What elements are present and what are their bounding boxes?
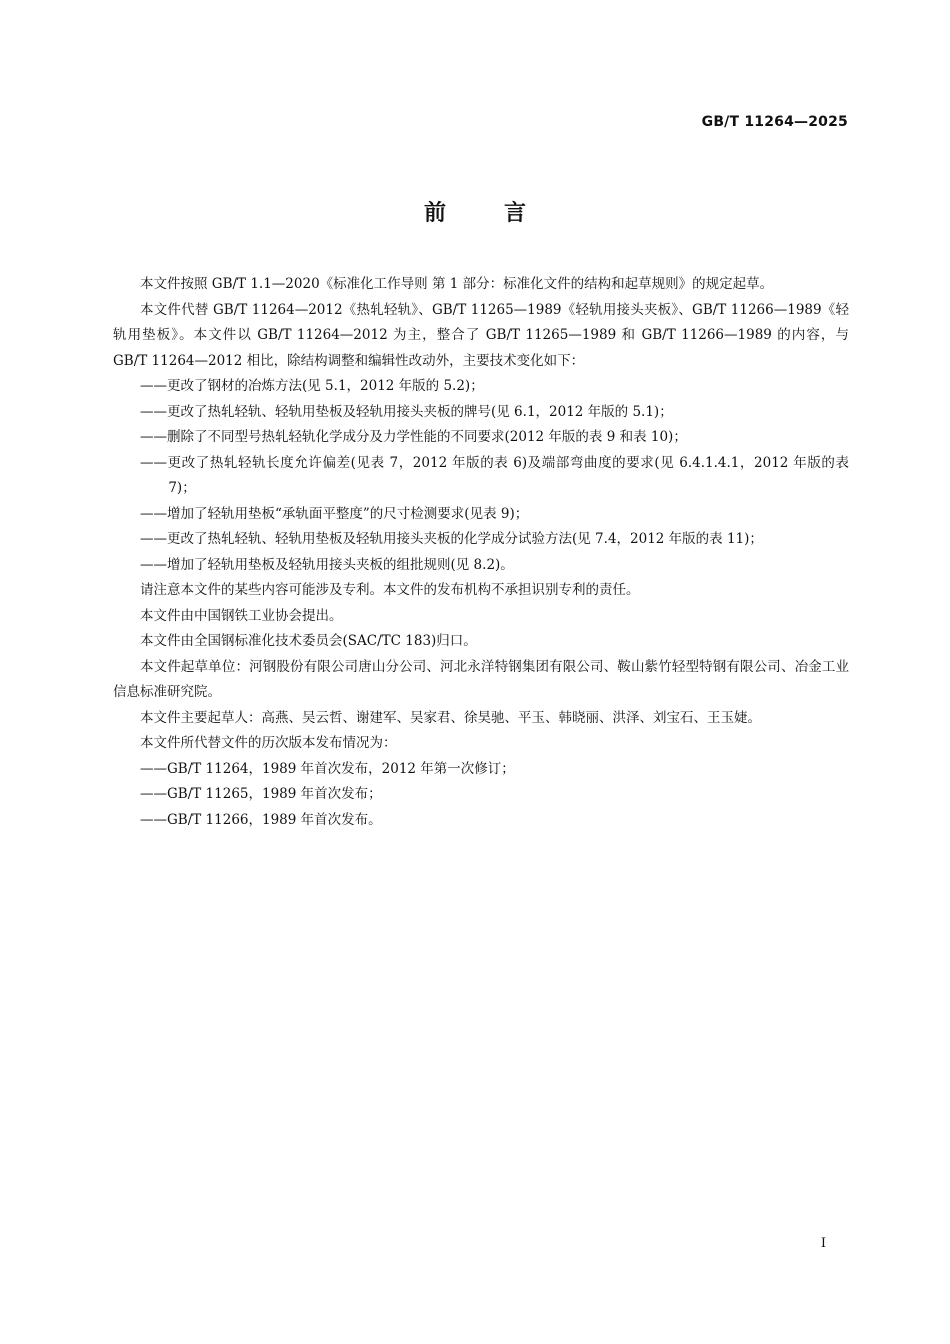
paragraph-proposer: 本文件由中国钢铁工业协会提出。 bbox=[140, 607, 343, 624]
history-item-3: ——GB/T 11266，1989 年首次发布。 bbox=[140, 811, 382, 828]
change-item-2: ——更改了热轧轻轨、轻轨用垫板及轻轨用接头夹板的牌号(见 6.1，2012 年版的 5.1)； bbox=[140, 403, 673, 420]
page-number: I bbox=[820, 1236, 826, 1251]
paragraph-patent-notice: 请注意本文件的某些内容可能涉及专利。本文件的发布机构不承担识别专利的责任。 bbox=[140, 582, 640, 598]
change-item-4: ——更改了热轧轻轨长度允许偏差(见表 7，2012 年版的表 6)及端部弯曲度的要求(见 6.4.1.4.1，2012 年版的表 7)； bbox=[140, 454, 849, 496]
history-item-2: ——GB/T 11265，1989 年首次发布； bbox=[140, 786, 382, 802]
change-item-1: ——更改了钢材的冶炼方法(见 5.1，2012 年版的 5.2)； bbox=[140, 378, 484, 394]
page-title: 前言 bbox=[423, 201, 584, 226]
paragraph-history-intro: 本文件所代替文件的历次版本发布情况为： bbox=[140, 735, 397, 751]
document-code: GB/T 11264—2025 bbox=[701, 114, 848, 130]
paragraph-committee: 本文件由全国钢标准化技术委员会(SAC/TC 183)归口。 bbox=[140, 633, 477, 649]
foreword-body bbox=[113, 272, 849, 833]
paragraph-replacement: 本文件代替 GB/T 11264—2012《热轧轻轨》、GB/T 11265—1989《轻轨用接头夹板》、GB/T 11266—1989《轻轨用垫板》。本文件以 GB/T 11264—2012 为主，整合了 GB/T 11265—1989 和 GB/T 11266—1989 的内容，与 GB/T 11264—2012 相比，除结构调整和编辑性改动外，主要技术变化如下： bbox=[113, 301, 849, 369]
paragraph-drafting-rules: 本文件按照 GB/T 1.1—2020《标准化工作导则 第 1 部分：标准化文件的结构和起草规则》的规定起草。 bbox=[140, 276, 774, 292]
paragraph-drafters: 本文件主要起草人：高燕、吴云哲、谢建军、吴家君、徐昊驰、平玉、韩晓丽、洪泽、刘宝石、王玉婕。 bbox=[140, 709, 761, 726]
paragraph-drafting-units: 本文件起草单位：河钢股份有限公司唐山分公司、河北永洋特钢集团有限公司、鞍山紫竹轻型特钢有限公司、冶金工业信息标准研究院。 bbox=[113, 658, 849, 700]
change-item-5: ——增加了轻轨用垫板“承轨面平整度”的尺寸检测要求(见表 9)； bbox=[140, 505, 529, 522]
change-item-3: ——删除了不同型号热轧轻轨化学成分及力学性能的不同要求(2012 年版的表 9 和表 10)； bbox=[140, 429, 687, 445]
change-item-7: ——增加了轻轨用垫板及轻轨用接头夹板的组批规则(见 8.2)。 bbox=[140, 556, 514, 573]
history-item-1: ——GB/T 11264，1989 年首次发布，2012 年第一次修订； bbox=[140, 760, 515, 777]
change-item-6: ——更改了热轧轻轨、轻轨用垫板及轻轨用接头夹板的化学成分试验方法(见 7.4，2012 年版的表 11)； bbox=[140, 531, 763, 547]
